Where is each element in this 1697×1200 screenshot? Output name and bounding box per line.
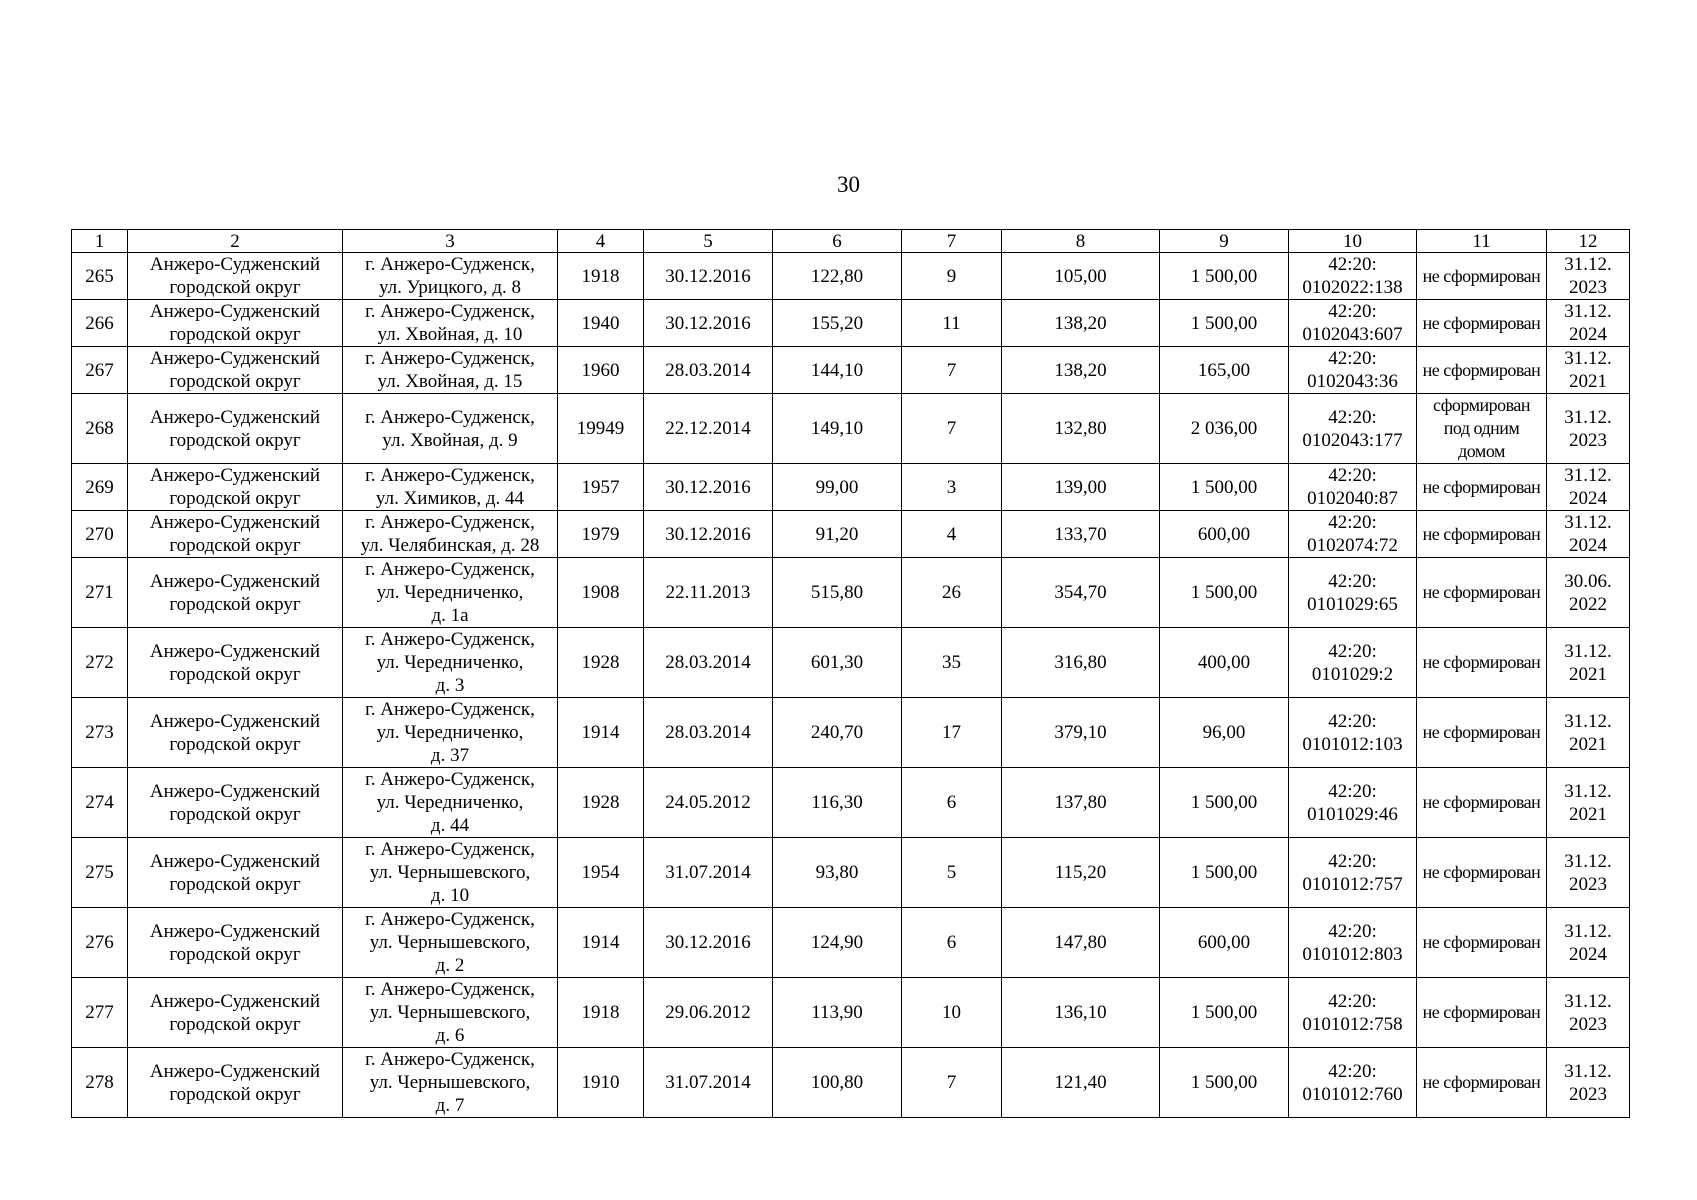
address-cell-line: ул. Хвойная, д. 10 — [377, 324, 523, 345]
land-area-cell: 600,00 — [1160, 908, 1289, 978]
date-cell: 31.07.2014 — [644, 1048, 773, 1118]
total-area-cell: 124,90 — [773, 908, 902, 978]
deadline-cell-line: 2021 — [1569, 803, 1607, 825]
cadastral-cell — [1289, 768, 1417, 838]
cadastral-cell — [1289, 394, 1417, 464]
table-row — [72, 1048, 1630, 1118]
cadastral-cell-line: 42:20: — [1328, 1060, 1377, 1082]
date-cell: 22.11.2013 — [644, 558, 773, 628]
address-cell-line: г. Анжеро-Судженск, — [365, 465, 535, 486]
table-row — [72, 253, 1630, 300]
total-area-cell: 155,20 — [773, 300, 902, 347]
total-area-cell: 601,30 — [773, 628, 902, 698]
address-cell — [343, 464, 558, 511]
column-number: 12 — [1547, 230, 1630, 253]
row-number-cell: 271 — [72, 558, 128, 628]
year-cell: 1918 — [558, 253, 644, 300]
address-cell — [343, 838, 558, 908]
living-area-cell: 316,80 — [1002, 628, 1160, 698]
row-number-cell: 277 — [72, 978, 128, 1048]
district-cell: Анжеро-Судженский городской округ — [128, 698, 343, 768]
year-cell: 1918 — [558, 978, 644, 1048]
table-row — [72, 838, 1630, 908]
year-cell: 1957 — [558, 464, 644, 511]
deadline-cell — [1547, 394, 1630, 464]
land-area-cell: 1 500,00 — [1160, 978, 1289, 1048]
year-cell: 1914 — [558, 698, 644, 768]
living-area-cell: 136,10 — [1002, 978, 1160, 1048]
address-cell — [343, 558, 558, 628]
district-cell: Анжеро-Судженский городской округ — [128, 838, 343, 908]
deadline-cell — [1547, 347, 1630, 394]
table-row — [72, 978, 1630, 1048]
deadline-cell — [1547, 1048, 1630, 1118]
table-row — [72, 628, 1630, 698]
total-area-cell: 122,80 — [773, 253, 902, 300]
residents-cell: 3 — [902, 464, 1002, 511]
land-status-cell: не сформирован — [1417, 628, 1547, 698]
cadastral-cell-line: 0101029:2 — [1311, 663, 1394, 685]
address-cell — [343, 300, 558, 347]
deadline-cell-line: 31.12. — [1564, 406, 1612, 428]
address-cell-line: г. Анжеро-Судженск, — [365, 348, 535, 369]
address-cell-line: ул. Хвойная, д. 15 — [377, 371, 523, 392]
district-cell: Анжеро-Судженский городской округ — [128, 347, 343, 394]
address-cell — [343, 394, 558, 464]
deadline-cell-line: 31.12. — [1564, 1060, 1612, 1082]
address-cell — [343, 347, 558, 394]
address-cell-line: г. Анжеро-Судженск, — [365, 839, 535, 860]
table-row — [72, 558, 1630, 628]
address-cell-line: д. 37 — [430, 745, 470, 766]
year-cell: 1928 — [558, 628, 644, 698]
address-cell-line: г. Анжеро-Судженск, — [365, 512, 535, 533]
cadastral-cell-line: 42:20: — [1328, 640, 1377, 662]
deadline-cell-line: 31.12. — [1564, 301, 1612, 322]
cadastral-cell-line: 42:20: — [1328, 406, 1377, 428]
row-number-cell: 268 — [72, 394, 128, 464]
date-cell: 30.12.2016 — [644, 908, 773, 978]
date-cell: 30.12.2016 — [644, 253, 773, 300]
residents-cell: 7 — [902, 347, 1002, 394]
land-area-cell: 600,00 — [1160, 511, 1289, 558]
cadastral-cell-line: 0102043:36 — [1307, 371, 1398, 392]
address-cell-line: д. 10 — [430, 885, 470, 906]
living-area-cell: 379,10 — [1002, 698, 1160, 768]
column-number: 8 — [1002, 230, 1160, 253]
land-area-cell: 400,00 — [1160, 628, 1289, 698]
land-area-cell: 1 500,00 — [1160, 1048, 1289, 1118]
land-status-cell: не сформирован — [1417, 768, 1547, 838]
land-status-cell: не сформирован — [1417, 978, 1547, 1048]
year-cell: 1979 — [558, 511, 644, 558]
cadastral-cell-line: 42:20: — [1328, 990, 1377, 1012]
living-area-cell: 147,80 — [1002, 908, 1160, 978]
land-status-cell: не сформирован — [1417, 1048, 1547, 1118]
cadastral-cell-line: 0101012:758 — [1302, 1013, 1403, 1035]
land-status-cell: не сформирован — [1417, 300, 1547, 347]
year-cell: 1914 — [558, 908, 644, 978]
address-cell — [343, 628, 558, 698]
deadline-cell — [1547, 768, 1630, 838]
living-area-cell: 132,80 — [1002, 394, 1160, 464]
residents-cell: 17 — [902, 698, 1002, 768]
deadline-cell-line: 31.12. — [1564, 850, 1612, 872]
residents-cell: 7 — [902, 1048, 1002, 1118]
living-area-cell: 115,20 — [1002, 838, 1160, 908]
deadline-cell-line: 31.12. — [1564, 512, 1612, 533]
row-number-cell: 273 — [72, 698, 128, 768]
address-cell-line: г. Анжеро-Судженск, — [365, 1049, 535, 1070]
deadline-cell — [1547, 558, 1630, 628]
address-cell-line: ул. Чередниченко, — [376, 792, 524, 813]
row-number-cell: 265 — [72, 253, 128, 300]
cadastral-cell-line: 42:20: — [1328, 920, 1377, 942]
year-cell: 1910 — [558, 1048, 644, 1118]
table-row — [72, 908, 1630, 978]
residents-cell: 7 — [902, 394, 1002, 464]
address-cell-line: ул. Чернышевского, — [369, 862, 531, 883]
address-cell-line: ул. Чернышевского, — [369, 932, 531, 953]
total-area-cell: 100,80 — [773, 1048, 902, 1118]
district-cell: Анжеро-Судженский городской округ — [128, 768, 343, 838]
year-cell: 1928 — [558, 768, 644, 838]
living-area-cell: 121,40 — [1002, 1048, 1160, 1118]
row-number-cell: 266 — [72, 300, 128, 347]
cadastral-cell-line: 42:20: — [1328, 254, 1377, 275]
column-number: 6 — [773, 230, 902, 253]
land-status-cell: не сформирован — [1417, 908, 1547, 978]
date-cell: 31.07.2014 — [644, 838, 773, 908]
table-row — [72, 394, 1630, 464]
address-cell-line: ул. Чернышевского, — [369, 1002, 531, 1023]
address-cell — [343, 908, 558, 978]
row-number-cell: 276 — [72, 908, 128, 978]
land-status-cell: не сформирован — [1417, 558, 1547, 628]
cadastral-cell-line: 0101012:803 — [1302, 943, 1403, 965]
district-cell: Анжеро-Судженский городской округ — [128, 978, 343, 1048]
deadline-cell-line: 2024 — [1569, 535, 1607, 556]
land-area-cell: 165,00 — [1160, 347, 1289, 394]
residents-cell: 6 — [902, 908, 1002, 978]
residents-cell: 11 — [902, 300, 1002, 347]
deadline-cell-line: 2021 — [1569, 733, 1607, 755]
total-area-cell: 240,70 — [773, 698, 902, 768]
cadastral-cell-line: 42:20: — [1328, 710, 1377, 732]
column-number: 5 — [644, 230, 773, 253]
address-cell — [343, 511, 558, 558]
residents-cell: 5 — [902, 838, 1002, 908]
cadastral-cell — [1289, 300, 1417, 347]
address-cell-line: д. 6 — [435, 1025, 465, 1046]
total-area-cell: 149,10 — [773, 394, 902, 464]
cadastral-cell — [1289, 558, 1417, 628]
row-number-cell: 275 — [72, 838, 128, 908]
district-cell: Анжеро-Судженский городской округ — [128, 394, 343, 464]
date-cell: 30.12.2016 — [644, 511, 773, 558]
column-number: 4 — [558, 230, 644, 253]
address-cell-line: ул. Челябинская, д. 28 — [360, 535, 540, 556]
row-number-cell: 267 — [72, 347, 128, 394]
cadastral-cell-line: 0102040:87 — [1307, 488, 1398, 509]
date-cell: 24.05.2012 — [644, 768, 773, 838]
deadline-cell-line: 31.12. — [1564, 348, 1612, 369]
cadastral-cell-line: 42:20: — [1328, 850, 1377, 872]
cadastral-cell — [1289, 698, 1417, 768]
table-row — [72, 511, 1630, 558]
deadline-cell-line: 31.12. — [1564, 780, 1612, 802]
deadline-cell — [1547, 838, 1630, 908]
row-number-cell: 270 — [72, 511, 128, 558]
living-area-cell: 105,00 — [1002, 253, 1160, 300]
district-cell: Анжеро-Судженский городской округ — [128, 1048, 343, 1118]
table-row — [72, 347, 1630, 394]
residents-cell: 35 — [902, 628, 1002, 698]
district-cell: Анжеро-Судженский городской округ — [128, 464, 343, 511]
date-cell: 22.12.2014 — [644, 394, 773, 464]
address-cell-line: г. Анжеро-Судженск, — [365, 301, 535, 322]
page-number: 30 — [837, 172, 860, 197]
deadline-cell-line: 2023 — [1569, 1013, 1607, 1035]
land-area-cell: 1 500,00 — [1160, 300, 1289, 347]
address-cell-line: ул. Чернышевского, — [369, 1072, 531, 1093]
deadline-cell — [1547, 511, 1630, 558]
land-status-cell: не сформирован — [1417, 347, 1547, 394]
address-cell-line: ул. Чередниченко, — [376, 582, 524, 603]
date-cell: 28.03.2014 — [644, 628, 773, 698]
total-area-cell: 515,80 — [773, 558, 902, 628]
column-number: 1 — [72, 230, 128, 253]
cadastral-cell — [1289, 347, 1417, 394]
column-number: 11 — [1417, 230, 1547, 253]
address-cell-line: д. 3 — [435, 675, 465, 696]
land-status-cell: не сформирован — [1417, 464, 1547, 511]
cadastral-cell — [1289, 978, 1417, 1048]
total-area-cell: 93,80 — [773, 838, 902, 908]
deadline-cell-line: 31.12. — [1564, 920, 1612, 942]
date-cell: 30.12.2016 — [644, 464, 773, 511]
land-area-cell: 2 036,00 — [1160, 394, 1289, 464]
living-area-cell: 138,20 — [1002, 347, 1160, 394]
deadline-cell-line: 31.12. — [1564, 254, 1612, 275]
row-number-cell: 278 — [72, 1048, 128, 1118]
total-area-cell: 116,30 — [773, 768, 902, 838]
address-cell-line: г. Анжеро-Судженск, — [365, 629, 535, 650]
date-cell: 28.03.2014 — [644, 698, 773, 768]
deadline-cell-line: 30.06. — [1564, 570, 1612, 592]
cadastral-cell-line: 0102074:72 — [1307, 535, 1398, 556]
land-area-cell: 1 500,00 — [1160, 558, 1289, 628]
address-cell-line: ул. Чередниченко, — [376, 652, 524, 673]
cadastral-cell — [1289, 838, 1417, 908]
cadastral-cell-line: 0102043:177 — [1302, 429, 1403, 451]
address-cell-line: г. Анжеро-Судженск, — [365, 699, 535, 720]
deadline-cell-line: 2023 — [1569, 277, 1607, 298]
deadline-cell-line: 31.12. — [1564, 710, 1612, 732]
deadline-cell-line: 2024 — [1569, 324, 1607, 345]
deadline-cell-line: 2023 — [1569, 429, 1607, 451]
table-row — [72, 300, 1630, 347]
year-cell: 19949 — [558, 394, 644, 464]
table-row — [72, 768, 1630, 838]
district-cell: Анжеро-Судженский городской округ — [128, 558, 343, 628]
cadastral-cell-line: 0101029:65 — [1307, 593, 1398, 615]
cadastral-cell — [1289, 511, 1417, 558]
address-cell-line: г. Анжеро-Судженск, — [365, 979, 535, 1000]
total-area-cell: 113,90 — [773, 978, 902, 1048]
table-row — [72, 698, 1630, 768]
address-cell-line: ул. Чередниченко, — [376, 722, 524, 743]
address-cell-line: ул. Урицкого, д. 8 — [378, 277, 522, 298]
address-cell — [343, 698, 558, 768]
column-number: 10 — [1289, 230, 1417, 253]
district-cell: Анжеро-Судженский городской округ — [128, 300, 343, 347]
cadastral-cell-line: 0102043:607 — [1302, 324, 1403, 345]
row-number-cell: 272 — [72, 628, 128, 698]
land-status-cell: не сформирован — [1417, 698, 1547, 768]
cadastral-cell-line: 0101029:46 — [1307, 803, 1398, 825]
district-cell: Анжеро-Судженский городской округ — [128, 253, 343, 300]
cadastral-cell-line: 42:20: — [1328, 570, 1377, 592]
address-cell-line: д. 1а — [431, 605, 469, 626]
cadastral-cell-line: 0101012:103 — [1302, 733, 1403, 755]
address-cell-line: г. Анжеро-Судженск, — [365, 769, 535, 790]
address-cell — [343, 768, 558, 838]
cadastral-cell-line: 0101012:760 — [1302, 1083, 1403, 1105]
district-cell: Анжеро-Судженский городской округ — [128, 628, 343, 698]
deadline-cell-line: 31.12. — [1564, 465, 1612, 486]
land-area-cell: 1 500,00 — [1160, 768, 1289, 838]
land-area-cell: 1 500,00 — [1160, 464, 1289, 511]
total-area-cell: 144,10 — [773, 347, 902, 394]
cadastral-cell — [1289, 253, 1417, 300]
cadastral-cell-line: 42:20: — [1328, 780, 1377, 802]
cadastral-cell — [1289, 1048, 1417, 1118]
address-cell-line: д. 44 — [430, 815, 470, 836]
land-area-cell: 1 500,00 — [1160, 838, 1289, 908]
date-cell: 30.12.2016 — [644, 300, 773, 347]
living-area-cell: 354,70 — [1002, 558, 1160, 628]
year-cell: 1960 — [558, 347, 644, 394]
deadline-cell-line: 2023 — [1569, 873, 1607, 895]
address-cell-line: ул. Хвойная, д. 9 — [382, 429, 518, 451]
column-number: 9 — [1160, 230, 1289, 253]
address-cell-line: д. 7 — [435, 1095, 465, 1116]
deadline-cell-line: 31.12. — [1564, 990, 1612, 1012]
land-status-cell: не сформирован — [1417, 511, 1547, 558]
residents-cell: 6 — [902, 768, 1002, 838]
deadline-cell-line: 31.12. — [1564, 640, 1612, 662]
total-area-cell: 91,20 — [773, 511, 902, 558]
deadline-cell-line: 2023 — [1569, 1083, 1607, 1105]
row-number-cell: 274 — [72, 768, 128, 838]
deadline-cell — [1547, 908, 1630, 978]
deadline-cell — [1547, 253, 1630, 300]
residents-cell: 9 — [902, 253, 1002, 300]
column-number: 3 — [343, 230, 558, 253]
address-cell-line: г. Анжеро-Судженск, — [365, 406, 535, 428]
deadline-cell — [1547, 464, 1630, 511]
deadline-cell-line: 2021 — [1569, 371, 1607, 392]
cadastral-cell-line: 42:20: — [1328, 348, 1377, 369]
cadastral-cell — [1289, 908, 1417, 978]
deadline-cell — [1547, 628, 1630, 698]
cadastral-cell-line: 42:20: — [1328, 301, 1377, 322]
address-cell-line: д. 2 — [435, 955, 465, 976]
address-cell-line: ул. Химиков, д. 44 — [375, 488, 525, 509]
column-number: 2 — [128, 230, 343, 253]
residents-cell: 4 — [902, 511, 1002, 558]
cadastral-cell-line: 0102022:138 — [1302, 277, 1403, 298]
district-cell: Анжеро-Судженский городской округ — [128, 511, 343, 558]
cadastral-cell-line: 42:20: — [1328, 465, 1377, 486]
residents-cell: 10 — [902, 978, 1002, 1048]
deadline-cell — [1547, 978, 1630, 1048]
date-cell: 29.06.2012 — [644, 978, 773, 1048]
housing-registry-table — [71, 229, 1630, 1118]
row-number-cell: 269 — [72, 464, 128, 511]
column-number: 7 — [902, 230, 1002, 253]
living-area-cell: 138,20 — [1002, 300, 1160, 347]
land-area-cell: 96,00 — [1160, 698, 1289, 768]
district-cell: Анжеро-Судженский городской округ — [128, 908, 343, 978]
address-cell-line: г. Анжеро-Судженск, — [365, 254, 535, 275]
year-cell: 1954 — [558, 838, 644, 908]
deadline-cell-line: 2024 — [1569, 488, 1607, 509]
address-cell — [343, 253, 558, 300]
land-area-cell: 1 500,00 — [1160, 253, 1289, 300]
deadline-cell — [1547, 300, 1630, 347]
total-area-cell: 99,00 — [773, 464, 902, 511]
table-body — [72, 253, 1630, 1118]
living-area-cell: 137,80 — [1002, 768, 1160, 838]
land-status-cell: сформирован под одним домом — [1417, 394, 1547, 464]
address-cell — [343, 1048, 558, 1118]
address-cell — [343, 978, 558, 1048]
land-status-cell: не сформирован — [1417, 838, 1547, 908]
deadline-cell — [1547, 698, 1630, 768]
date-cell: 28.03.2014 — [644, 347, 773, 394]
year-cell: 1940 — [558, 300, 644, 347]
land-status-cell: не сформирован — [1417, 253, 1547, 300]
cadastral-cell — [1289, 628, 1417, 698]
table-row — [72, 464, 1630, 511]
living-area-cell: 133,70 — [1002, 511, 1160, 558]
column-number-row — [72, 230, 1630, 253]
cadastral-cell-line: 42:20: — [1328, 512, 1377, 533]
cadastral-cell — [1289, 464, 1417, 511]
address-cell-line: г. Анжеро-Судженск, — [365, 909, 535, 930]
year-cell: 1908 — [558, 558, 644, 628]
living-area-cell: 139,00 — [1002, 464, 1160, 511]
deadline-cell-line: 2022 — [1569, 593, 1607, 615]
residents-cell: 26 — [902, 558, 1002, 628]
deadline-cell-line: 2024 — [1569, 943, 1607, 965]
address-cell-line: г. Анжеро-Судженск, — [365, 559, 535, 580]
deadline-cell-line: 2021 — [1569, 663, 1607, 685]
cadastral-cell-line: 0101012:757 — [1302, 873, 1403, 895]
